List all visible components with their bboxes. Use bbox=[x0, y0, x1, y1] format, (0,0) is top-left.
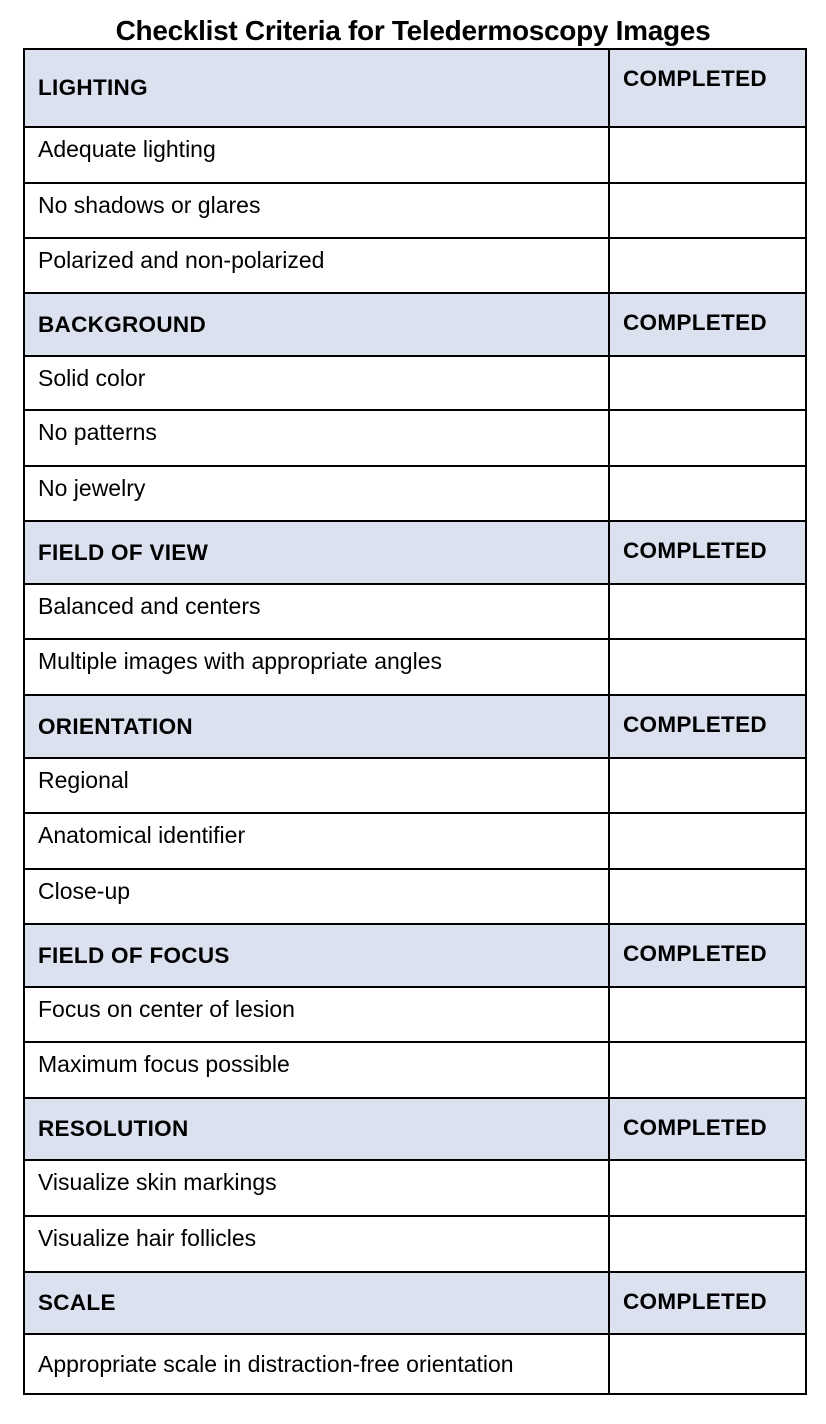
criterion-label: Solid color bbox=[24, 356, 609, 410]
section-heading: SCALE bbox=[24, 1272, 609, 1334]
completed-cell[interactable] bbox=[609, 1160, 806, 1216]
table-row bbox=[24, 356, 806, 410]
completed-cell[interactable] bbox=[609, 1042, 806, 1098]
completed-cell[interactable] bbox=[609, 813, 806, 869]
criterion-label: Visualize hair follicles bbox=[24, 1216, 609, 1272]
completed-cell[interactable] bbox=[609, 410, 806, 466]
completed-column-header: COMPLETED bbox=[609, 49, 806, 127]
section-header-lighting bbox=[24, 49, 806, 127]
table-row bbox=[24, 466, 806, 521]
completed-cell[interactable] bbox=[609, 356, 806, 410]
completed-cell[interactable] bbox=[609, 584, 806, 639]
completed-column-header: COMPLETED bbox=[609, 1272, 806, 1334]
completed-cell[interactable] bbox=[609, 127, 806, 183]
completed-cell[interactable] bbox=[609, 466, 806, 521]
criterion-label: Balanced and centers bbox=[24, 584, 609, 639]
section-header-background bbox=[24, 293, 806, 356]
table-row bbox=[24, 1334, 806, 1394]
table-row bbox=[24, 584, 806, 639]
completed-cell[interactable] bbox=[609, 1334, 806, 1394]
completed-column-header: COMPLETED bbox=[609, 924, 806, 987]
section-header-resolution bbox=[24, 1098, 806, 1160]
table-row bbox=[24, 813, 806, 869]
table-row bbox=[24, 410, 806, 466]
criterion-label: Visualize skin markings bbox=[24, 1160, 609, 1216]
criterion-label: Focus on center of lesion bbox=[24, 987, 609, 1042]
section-heading: LIGHTING bbox=[24, 49, 609, 127]
completed-column-header: COMPLETED bbox=[609, 521, 806, 584]
completed-cell[interactable] bbox=[609, 183, 806, 238]
table-row bbox=[24, 238, 806, 293]
criterion-label: Appropriate scale in distraction-free orientation bbox=[24, 1334, 609, 1394]
completed-cell[interactable] bbox=[609, 238, 806, 293]
completed-cell[interactable] bbox=[609, 639, 806, 695]
table-row bbox=[24, 758, 806, 813]
table-row bbox=[24, 1042, 806, 1098]
table-row bbox=[24, 639, 806, 695]
checklist-table bbox=[23, 48, 807, 1395]
section-header-field-of-focus bbox=[24, 924, 806, 987]
section-header-field-of-view bbox=[24, 521, 806, 584]
criterion-label: No patterns bbox=[24, 410, 609, 466]
criterion-label: No shadows or glares bbox=[24, 183, 609, 238]
section-heading: FIELD OF FOCUS bbox=[24, 924, 609, 987]
criterion-label: No jewelry bbox=[24, 466, 609, 521]
completed-cell[interactable] bbox=[609, 869, 806, 924]
table-row bbox=[24, 1160, 806, 1216]
table-row bbox=[24, 183, 806, 238]
section-heading: BACKGROUND bbox=[24, 293, 609, 356]
table-row bbox=[24, 1216, 806, 1272]
criterion-label: Anatomical identifier bbox=[24, 813, 609, 869]
section-heading: FIELD OF VIEW bbox=[24, 521, 609, 584]
table-row bbox=[24, 869, 806, 924]
criterion-label: Adequate lighting bbox=[24, 127, 609, 183]
completed-column-header: COMPLETED bbox=[609, 695, 806, 758]
page-title: Checklist Criteria for Teledermoscopy Images bbox=[115, 15, 711, 46]
completed-cell[interactable] bbox=[609, 987, 806, 1042]
criterion-label: Regional bbox=[24, 758, 609, 813]
completed-column-header: COMPLETED bbox=[609, 1098, 806, 1160]
section-heading: ORIENTATION bbox=[24, 695, 609, 758]
criterion-label: Multiple images with appropriate angles bbox=[24, 639, 609, 695]
table-row bbox=[24, 127, 806, 183]
completed-column-header: COMPLETED bbox=[609, 293, 806, 356]
section-heading: RESOLUTION bbox=[24, 1098, 609, 1160]
criterion-label: Polarized and non-polarized bbox=[24, 238, 609, 293]
completed-cell[interactable] bbox=[609, 1216, 806, 1272]
section-header-scale bbox=[24, 1272, 806, 1334]
criterion-label: Close-up bbox=[24, 869, 609, 924]
table-row bbox=[24, 987, 806, 1042]
section-header-orientation bbox=[24, 695, 806, 758]
completed-cell[interactable] bbox=[609, 758, 806, 813]
criterion-label: Maximum focus possible bbox=[24, 1042, 609, 1098]
